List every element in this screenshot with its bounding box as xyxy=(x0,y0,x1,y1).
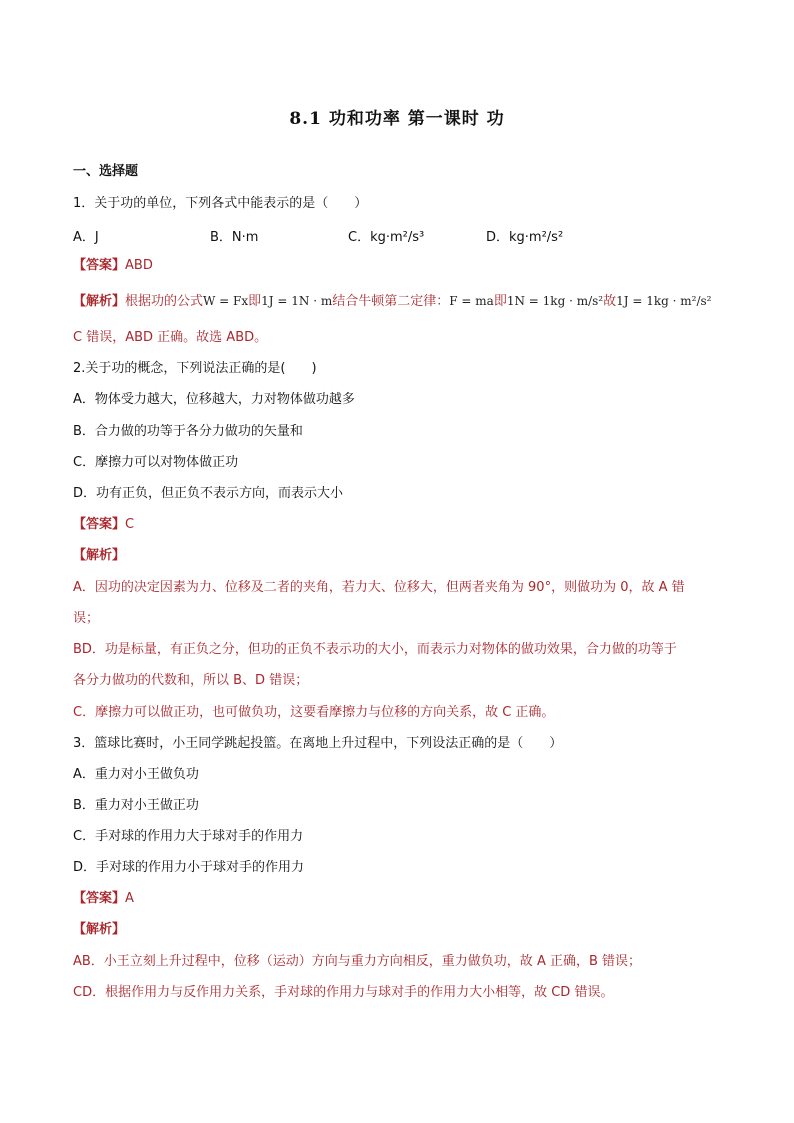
q3-option-a: A．重力对小王做负功 xyxy=(73,767,199,782)
q1-formula-newton2: F = ma xyxy=(449,294,494,308)
q1-analysis-conclusion: C 错误，ABD 正确。故选 ABD。 xyxy=(73,330,268,345)
q1-option-d: D．kg·m²/s² xyxy=(486,230,564,245)
q1-analysis-text-2: 即 xyxy=(248,294,262,309)
q1-option-a: A．J xyxy=(73,230,99,245)
q2-analysis-line: 误； xyxy=(73,611,100,626)
q1-option-b: B．N·m xyxy=(210,230,259,245)
q2-answer: C xyxy=(125,517,135,532)
q1-analysis-text-4: 即 xyxy=(493,294,507,309)
q2-option-b: B．合力做的功等于各分力做功的矢量和 xyxy=(73,424,303,439)
q2-answer-row xyxy=(73,516,134,534)
q3-option-c: C．手对球的作用力大于球对手的作用力 xyxy=(73,829,304,844)
q2-analysis-line: 各分力做功的代数和，所以 B、D 错误； xyxy=(73,673,309,688)
q2-analysis-line: C．摩擦力可以做正功，也可做负功，这要看摩擦力与位移的方向关系，故 C 正确。 xyxy=(73,705,555,720)
q1-formula-joule-unit: 1J = 1kg · m²/s² xyxy=(616,294,712,308)
q2-analysis-row xyxy=(73,547,125,565)
q1-answer-label: 【答案】 xyxy=(73,258,126,273)
q2-answer-label: 【答案】 xyxy=(73,517,126,532)
q3-option-b: B．重力对小王做正功 xyxy=(73,798,199,813)
section-heading: 一、选择题 xyxy=(73,164,139,179)
q3-answer-label: 【答案】 xyxy=(73,891,126,906)
q1-answer: ABD xyxy=(125,258,153,273)
q2-stem: 2.关于功的概念，下列说法正确的是( ) xyxy=(73,361,317,376)
q1-answer-row xyxy=(73,257,153,275)
q1-formula-joule: 1J = 1N · m xyxy=(261,294,333,308)
q1-option-c: C．kg·m²/s³ xyxy=(348,230,425,245)
q2-analysis-line: BD．功是标量，有正负之分，但功的正负不表示功的大小，而表示力对物体的做功效果，合力做的功等于 xyxy=(73,642,677,657)
q3-option-d: D．手对球的作用力小于球对手的作用力 xyxy=(73,860,305,875)
q1-formula-work: W = Fx xyxy=(203,294,249,308)
q1-analysis-text-1: 根据功的公式 xyxy=(125,294,204,309)
q3-stem: 3．篮球比赛时，小王同学跳起投篮。在离地上升过程中，下列设法正确的是（ ） xyxy=(73,736,563,751)
q1-analysis-label: 【解析】 xyxy=(73,294,126,309)
q1-formula-newton-unit: 1N = 1kg · m/s² xyxy=(506,294,604,308)
q3-analysis-line: AB．小王立刻上升过程中，位移（运动）方向与重力方向相反，重力做负功，故 A 正确，B 错误； xyxy=(73,954,642,969)
q3-analysis-line: CD．根据作用力与反作用力关系，手对球的作用力与球对手的作用力大小相等，故 CD 错误。 xyxy=(73,985,614,1000)
q2-option-c: C．摩擦力可以对物体做正功 xyxy=(73,455,239,470)
q1-analysis-text-3: 结合牛顿第二定律： xyxy=(332,294,450,309)
q3-answer-row xyxy=(73,890,134,908)
q3-analysis-label: 【解析】 xyxy=(73,922,126,937)
q2-option-a: A．物体受力越大，位移越大，力对物体做功越多 xyxy=(73,392,355,407)
page-title: 8.1 功和功率 第一课时 功 xyxy=(289,109,505,129)
q1-analysis-text-5: 故 xyxy=(603,294,617,309)
q3-analysis-row xyxy=(73,921,125,939)
q1-analysis-row xyxy=(73,292,711,311)
q3-answer: A xyxy=(125,891,134,906)
q2-analysis-label: 【解析】 xyxy=(73,548,126,563)
q2-option-d: D．功有正负，但正负不表示方向，而表示大小 xyxy=(73,486,344,501)
q2-analysis-line: A．因功的决定因素为力、位移及二者的夹角，若力大、位移大，但两者夹角为 90°，则做功为 0，故 A 错 xyxy=(73,580,685,595)
q1-stem: 1．关于功的单位，下列各式中能表示的是（ ） xyxy=(73,196,368,211)
